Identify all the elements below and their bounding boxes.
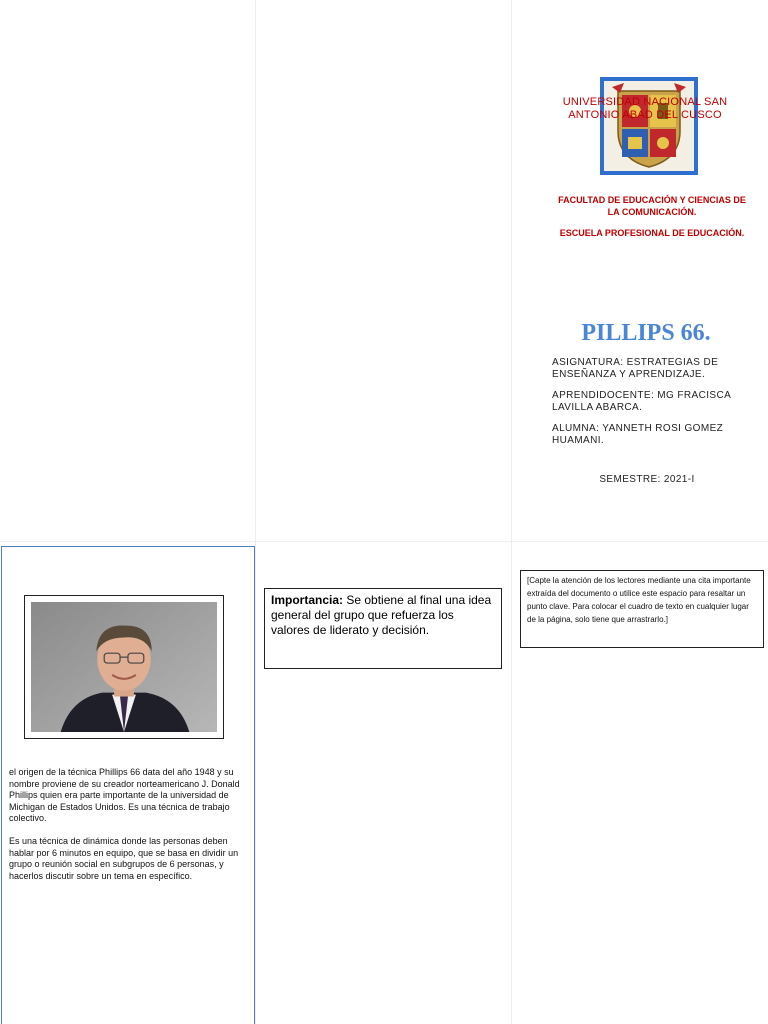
- portrait-photo: [24, 595, 224, 739]
- bio-panel: [1, 546, 255, 1024]
- importance-text: Se obtiene al final una idea general del grupo que refuerza los valores de liderato y decisión.: [271, 593, 492, 637]
- bio-paragraph-origin: el origen de la técnica Phillips 66 data del año 1948 y su nombre proviene de su creador norteamericano J. Donald Phillips quien era parte importante de la universidad de Michigan de Estados Unidos. Es una técnica de trabajo colectivo.: [9, 767, 240, 823]
- teacher-line: APRENDIDOCENTE: MG FRACISCA LAVILLA ABARCA.: [552, 390, 731, 413]
- faculty-name: FACULTAD DE EDUCACIÓN Y CIENCIAS DE LA COMUNICACIÓN.: [558, 195, 746, 217]
- document-title: PILLIPS 66.: [581, 320, 711, 346]
- importance-label: Importancia:: [271, 593, 344, 607]
- school-name: ESCUELA PROFESIONAL DE EDUCACIÓN.: [559, 228, 745, 238]
- subject-line: ASIGNATURA: ESTRATEGIAS DE ENSEÑANZA Y APRENDIZAJE.: [552, 357, 719, 380]
- row-divider: [0, 541, 768, 542]
- university-name: UNIVERSIDAD NACIONAL SAN ANTONIO ABAD DEL CUSCO: [562, 96, 728, 121]
- cover-panel: [512, 0, 768, 540]
- university-crest-icon: [600, 77, 698, 175]
- semester-line: SEMESTRE: 2021-I: [599, 474, 695, 485]
- bio-paragraph-description: Es una técnica de dinámica donde las personas deben hablar por 6 minutos en equipo, que se basa en dividir un grupo o reunión social en subgrupos de 6 personas, y hacerlos discutir sobre un tema en específico.: [9, 836, 239, 881]
- quote-textbox[interactable]: [Capte la atención de los lectores mediante una cita importante extraída del documento o utilice este espacio para resaltar un punto clave. Para colocar el cuadro de texto en cualquier lugar de la página, solo tiene que arrastrarlo.]: [520, 570, 764, 648]
- importance-textbox: [264, 588, 502, 669]
- student-line: ALUMNA: YANNETH ROSI GOMEZ HUAMANI.: [552, 423, 724, 446]
- column-divider-left: [255, 0, 256, 1024]
